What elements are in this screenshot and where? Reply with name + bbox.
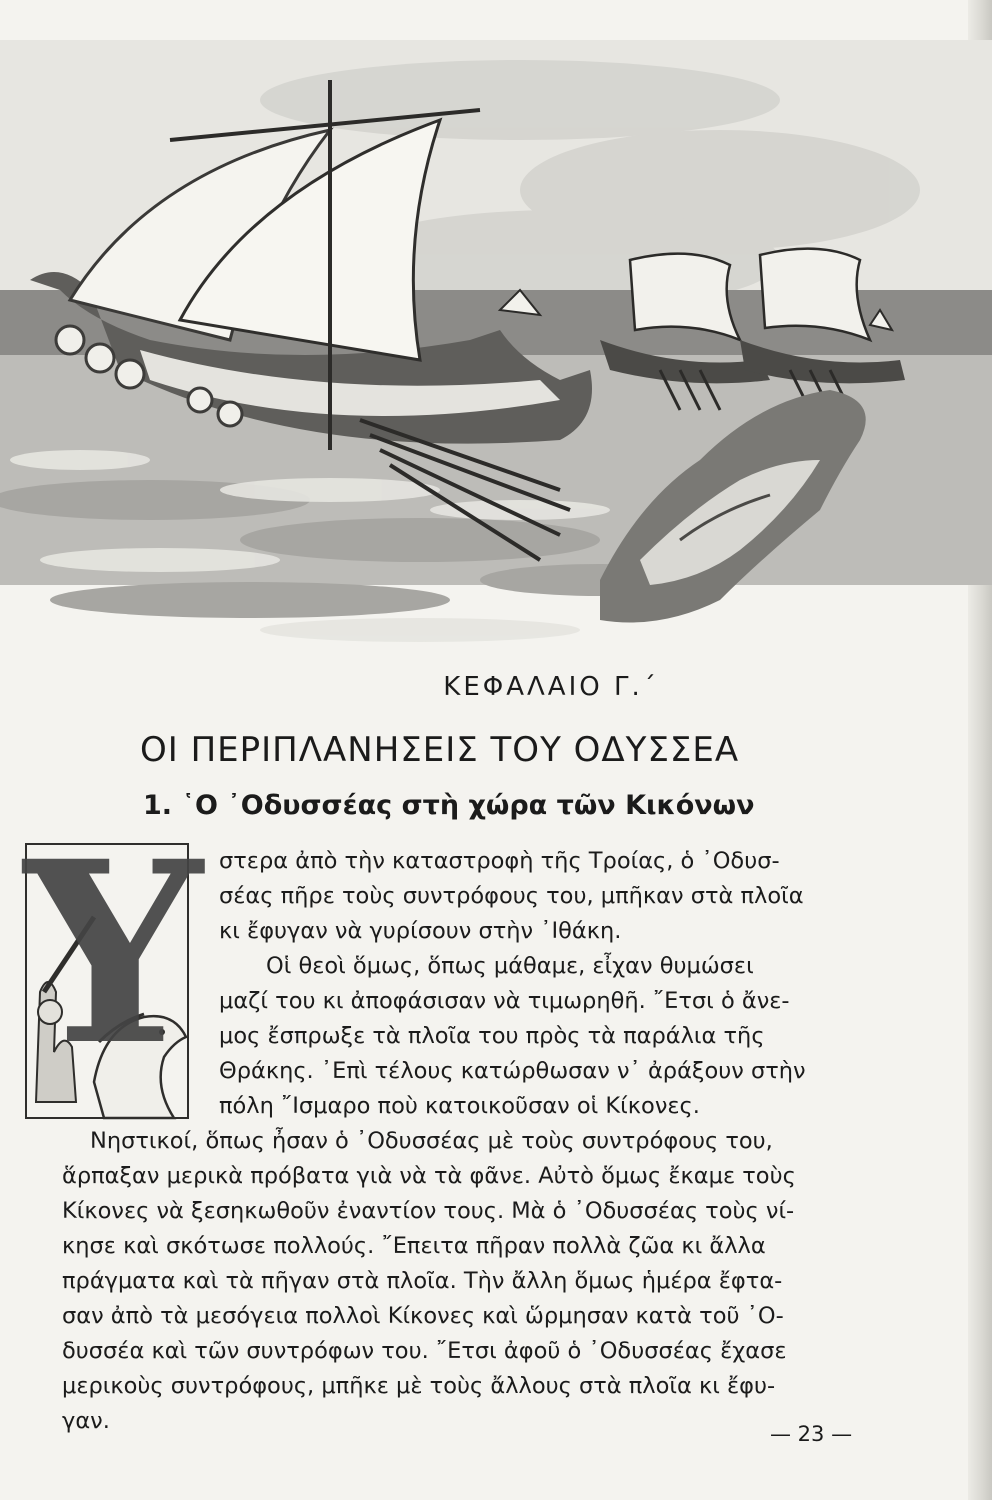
text-line: πράγματα καὶ τὰ πῆγαν στὰ πλοῖα. Τὴν ἄλλη ὅμως ἡμέρα ἔφτα- (62, 1268, 783, 1294)
section-heading: 1. ῾Ο ᾿Οδυσσέας στὴ χώρα τῶν Κικόνων (143, 790, 755, 821)
text-line: μαζί του κι ἀποφάσισαν νὰ τιμωρηθῆ. ῎Ετσι ὁ ἄνε- (219, 988, 790, 1014)
text-line: σαν ἀπὸ τὰ μεσόγεια πολλοὶ Κίκονες καὶ ὥρμησαν κατὰ τοῦ ᾿Ο- (62, 1303, 784, 1329)
text-line: μερικοὺς συντρόφους, μπῆκε μὲ τοὺς ἄλλους στὰ πλοῖα κι ἔφυ- (62, 1373, 776, 1399)
initial-letter: Y (24, 806, 203, 1100)
text-line: ἅρπαξαν μερικὰ πρόβατα γιὰ νὰ τὰ φᾶνε. Αὐτὸ ὅμως ἔκαμε τοὺς (62, 1163, 796, 1189)
text-line: μος ἔσπρωξε τὰ πλοῖα του πρὸς τὰ παράλια τῆς (219, 1023, 765, 1049)
decorated-initial (24, 806, 203, 1120)
text-line: Νηστικοί, ὅπως ἦσαν ὁ ᾿Οδυσσέας μὲ τοὺς συντρόφους του, (90, 1128, 773, 1154)
page-title: ΟΙ ΠΕΡΙΠΛΑΝΗΣΕΙΣ ΤΟΥ ΟΔΥΣΣΕΑ (140, 730, 740, 770)
text-line: κησε καὶ σκότωσε πολλούς. ῎Επειτα πῆραν πολλὰ ζῶα κι ἄλλα (62, 1233, 766, 1259)
page-number: — 23 — (770, 1422, 853, 1446)
text-line: Οἱ θεοὶ ὅμως, ὅπως μάθαμε, εἶχαν θυμώσει (266, 953, 754, 979)
text-line: δυσσέα καὶ τῶν συντρόφων του. ῎Ετσι ἀφοῦ ὁ ᾿Οδυσσέας ἔχασε (62, 1338, 787, 1364)
text-line: πόλη ῎Ισμαρο ποὺ κατοικοῦσαν οἱ Κίκονες. (219, 1093, 700, 1119)
chapter-label: ΚΕΦΑΛΑΙΟ Γ.΄ (443, 672, 659, 702)
text-line: κι ἔφυγαν νὰ γυρίσουν στὴν ᾿Ιθάκη. (219, 918, 622, 944)
text-line: σέας πῆρε τοὺς συντρόφους του, μπῆκαν στὰ πλοῖα (219, 883, 804, 909)
text-line: γαν. (62, 1408, 110, 1434)
text-line: Κίκονες νὰ ξεσηκωθοῦν ἐναντίον τους. Μὰ ὁ ᾿Οδυσσέας τοὺς νί- (62, 1198, 795, 1224)
text-line: Θράκης. ᾿Επὶ τέλους κατώρθωσαν ν᾿ ἀράξουν στὴν (219, 1058, 806, 1084)
text-line: στερα ἀπὸ τὴν καταστροφὴ τῆς Τροίας, ὁ ᾿Οδυσ- (219, 848, 780, 874)
ships-illustration (0, 40, 992, 680)
